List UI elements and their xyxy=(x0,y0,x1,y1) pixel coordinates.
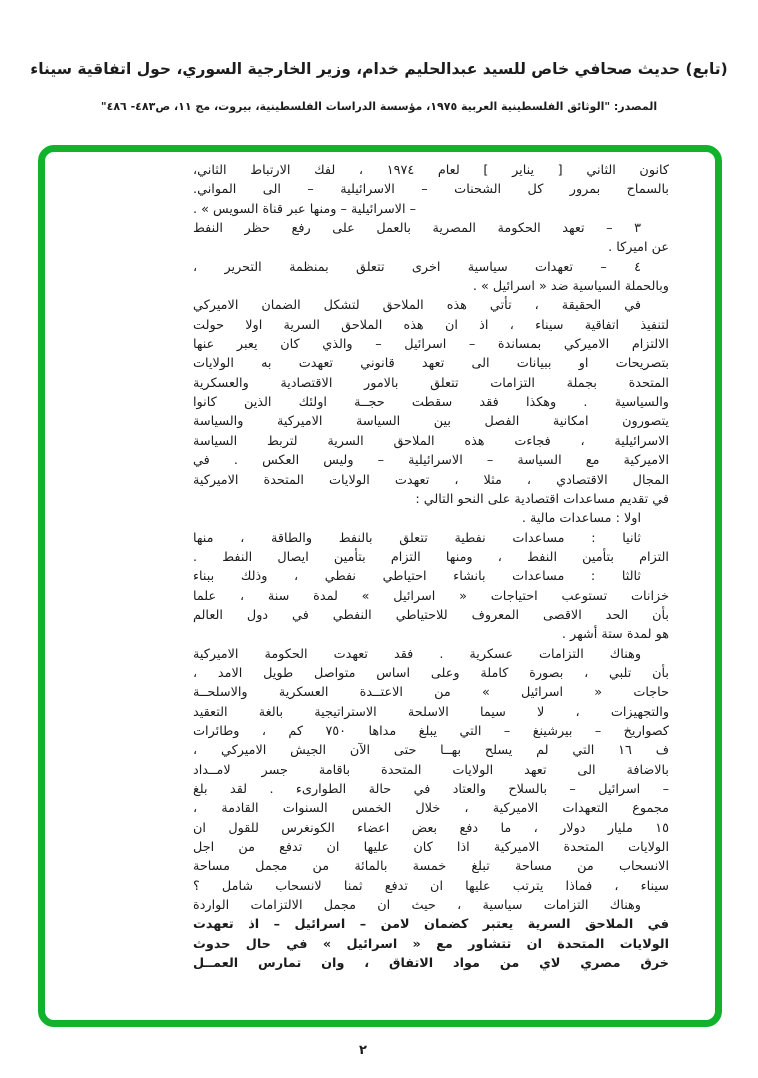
text-line: كصواريخ – بيرشينغ – التي يبلغ مداها ٧٥٠ كم ، وطائرات xyxy=(193,723,669,739)
text-line: هو لمدة ستة أشهر . xyxy=(561,627,669,643)
document-source-line: المصدر: "الوثائق الفلسطينية العربية ١٩٧٥، مؤسسة الدراسات الفلسطينية، بيروت، مج ١١، ص٤٨٣- ٤٨٦" xyxy=(100,100,658,113)
text-line: لتنفيذ اتفاقية سيناء ، اذ ان هذه الملاحق السرية اولا حولت xyxy=(193,317,669,333)
text-line: بتصريحات او ببيانات الى تعهد قانوني تعهدت به الولايات xyxy=(193,356,669,372)
text-line: عن اميركا . xyxy=(608,240,669,256)
text-line: ٣ – تعهد الحكومة المصرية بالعمل على رفع حظر النفط xyxy=(193,221,641,237)
text-line: خرق مصري لاي من مواد الاتفاق ، وان تمارس العمــل xyxy=(193,956,669,972)
text-line: الولايات المتحدة ان تتشاور مع « اسرائيل » في حال حدوث xyxy=(193,936,669,952)
text-line: الولايات المتحدة الاميركية اذا كان عليها ان تدفع من اجل xyxy=(193,840,669,856)
text-line: في الحقيقة ، تأتي هذه الملاحق لتشكل الضمان الاميركي xyxy=(193,298,641,314)
text-line: بأن تلبي ، بصورة كاملة وعلى اساس متواصل طويل الامد ، xyxy=(193,665,669,681)
text-line: ١٥ مليار دولار ، ما دفع بعض اعضاء الكونغرس للقول ان xyxy=(193,820,669,836)
text-line: المجال الاقتصادي ، مثلا ، تعهدت الولايات المتحدة الاميركية xyxy=(193,472,669,488)
text-line: التزام بتأمين النفط ، ومنها التزام بتأمين ايصال النفط . xyxy=(193,549,669,565)
text-line: بالاضافة الى تعهد الولايات المتحدة باقامة جسر لامــداد xyxy=(193,762,669,778)
text-line: ف ١٦ التي لم يسلح بهــا حتى الآن الجيش الاميركي ، xyxy=(193,743,669,759)
text-line: في تقديم مساعدات اقتصادية على النحو التالي : xyxy=(415,491,669,507)
text-line: في الملاحق السرية يعتبر كضمان لامن – اسرائيل – اذ تعهدت xyxy=(193,917,669,933)
text-line: وبالحملة السياسية ضد « اسرائيل » . xyxy=(472,279,669,295)
text-line: كانون الثاني [ يناير ] لعام ١٩٧٤ ، لفك الارتباط الثاني، xyxy=(193,163,669,178)
text-line: خزانات تستوعب احتياجات « اسرائيل » لمدة سنة ، علما xyxy=(193,588,669,604)
text-line: حاجات « اسرائيل » من الاعتــدة العسكرية والاسلحــة xyxy=(193,685,669,701)
text-line: ٤ – تعهدات سياسية اخرى تتعلق بمنظمة التحرير ، xyxy=(193,259,641,275)
text-line: ثالثا : مساعدات بانشاء احتياطي نفطي ، وذلك ببناء xyxy=(193,569,641,585)
text-line: وهناك التزامات عسكرية . فقد تعهدت الحكومة الاميركية xyxy=(193,646,641,662)
text-line: بالسماح بمرور كل الشحنات – الاسرائيلية – الى المواني. xyxy=(193,182,669,198)
text-line: والسياسية . وهكذا فقد سقطت حجــة اولئك الذين كانوا xyxy=(193,395,669,411)
text-line: والتجهيزات ، لا سيما الاسلحة الاستراتيجية بالغة التعقيد xyxy=(193,704,669,720)
text-line: الاسرائيلية ، فجاءت هذه الملاحق السرية لتربط السياسة xyxy=(193,433,669,449)
text-line: وهناك التزامات سياسية ، حيث ان مجمل الالتزامات الواردة xyxy=(193,898,641,914)
text-column xyxy=(193,161,669,973)
text-line: المتحدة بجملة التزامات تتعلق بالامور الاقتصادية والعسكرية xyxy=(193,375,669,391)
text-line: الاميركية مع السياسة – الاسرائيلية – وليس العكس . في xyxy=(193,453,669,469)
text-line: الانسحاب من مساحة تبلغ خمسة بالمائة من مجمل مساحة xyxy=(193,859,669,875)
text-line: سيناء ، فماذا يترتب عليها ان تدفع ثمنا لانسحاب شامل ؟ xyxy=(193,878,669,894)
page-number: ٢ xyxy=(359,1043,367,1058)
text-line: مجموع التعهدات الاميركية ، خلال الخمس السنوات القادمة ، xyxy=(193,801,669,817)
text-line: يتصورون امكانية الفصل بين السياسة الاميركية والسياسة xyxy=(193,414,669,430)
text-line: الالتزام الاميركي بمساندة – اسرائيل – والذي كان يعبر عنها xyxy=(193,337,669,353)
text-line: ثانيا : مساعدات نفطية تتعلق بالنفط والطاقة ، منها xyxy=(193,530,641,546)
text-line: بأن الحد الاقصى المعروف للاحتياطي النفطي في دول العالم xyxy=(193,607,669,623)
text-line: – اسرائيل – بالسلاح والعتاد في حالة الطوارىء . لقد بلغ xyxy=(193,782,669,797)
text-line: اولا : مساعدات مالية . xyxy=(521,511,641,527)
document-title: (تابع) حديث صحافي خاص للسيد عبدالحليم خدام، وزير الخارجية السوري، حول اتفاقية سيناء xyxy=(30,60,728,78)
text-line: – الاسرائيلية – ومنها عبر قناة السويس » . xyxy=(193,201,417,217)
